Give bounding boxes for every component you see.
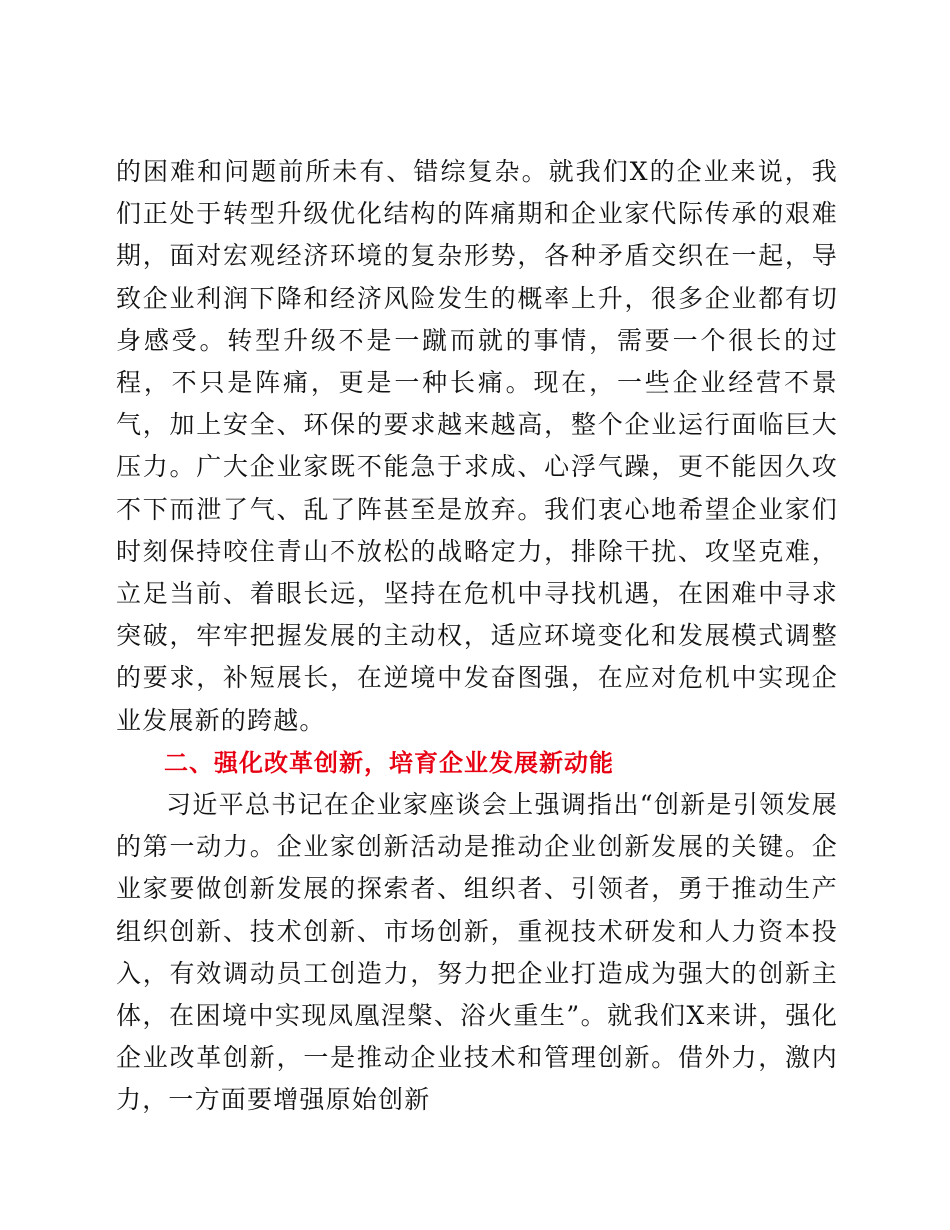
body-paragraph: 习近平总书记在企业家座谈会上强调指出“创新是引领发展的第一动力。企业家创新活动是推动企业创新发展的关键。企业家要做创新发展的探索者、组织者、引领者，勇于推动生产组织创新、技术创新、市场创新，重视技术研发和人力资本投入，有效调动员工创造力，努力把企业打造成为强大的创新主体，在困境中实现凤凰涅槃、浴火重生”。就我们X来讲，强化企业改革创新，一是推动企业技术和管理创新。借外力，激内力，一方面要增强原始创新 xyxy=(116,790,838,1115)
section-heading: 二、强化改革创新，培育企业发展新动能 xyxy=(164,748,614,777)
document-body xyxy=(116,151,838,1122)
body-paragraph-continued: 的困难和问题前所未有、错综复杂。就我们X的企业来说，我们正处于转型升级优化结构的阵痛期和企业家代际传承的艰难期，面对宏观经济环境的复杂形势，各种矛盾交织在一起，导致企业利润下降和经济风险发生的概率上升，很多企业都有切身感受。转型升级不是一蹴而就的事情，需要一个很长的过程，不只是阵痛，更是一种长痛。现在，一些企业经营不景气，加上安全、环保的要求越来越高，整个企业运行面临巨大压力。广大企业家既不能急于求成、心浮气躁，更不能因久攻不下而泄了气、乱了阵甚至是放弃。我们衷心地希望企业家们时刻保持咬住青山不放松的战略定力，排除干扰、攻坚克难，立足当前、着眼长远，坚持在危机中寻找机遇，在困难中寻求突破，牢牢把握发展的主动权，适应环境变化和发展模式调整的要求，补短展长，在逆境中发奋图强，在应对危机中实现企业发展新的跨越。 xyxy=(116,157,838,735)
